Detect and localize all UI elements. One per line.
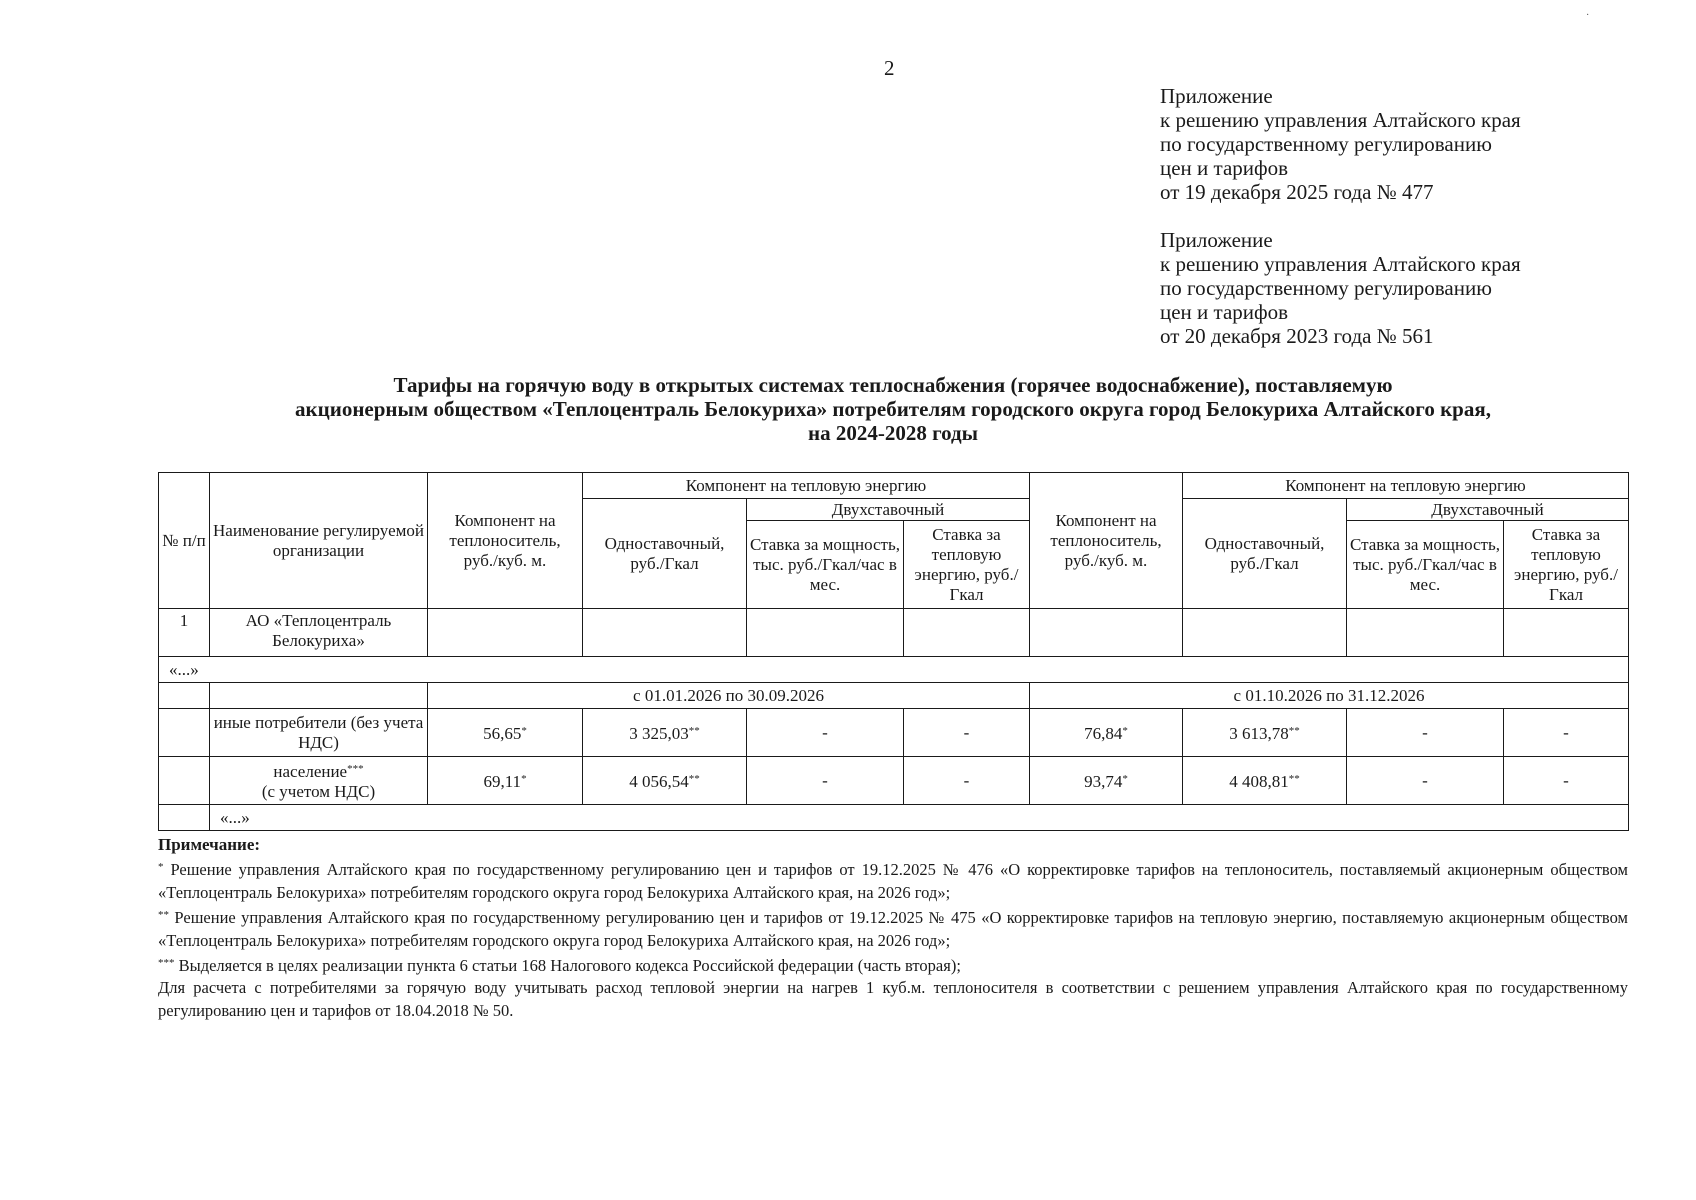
- empty-cell: [1030, 609, 1183, 657]
- value: 4 408,81: [1229, 772, 1289, 791]
- p1-carrier: [428, 757, 583, 805]
- footnote-mark: **: [1288, 725, 1300, 737]
- row-label-text: иные потребители (без учета НДС): [213, 712, 424, 752]
- scan-mark: ·: [1586, 10, 1590, 21]
- org-num: 1: [159, 609, 210, 657]
- period-1: с 01.01.2026 по 30.09.2026: [428, 683, 1030, 709]
- p2-energy: -: [1504, 709, 1629, 757]
- note-text: Решение управления Алтайского края по государственному регулированию цен и тарифов от 19.12.2025 № 475 «О корректировке тарифов на тепловую энергию, поставляемую акционерным обществом «Теплоцентраль Белокуриха» потребителям городского округа город Белокуриха Алтайского края, на 2026 год»;: [158, 908, 1628, 950]
- header-two-rate-1: Двухставочный: [747, 499, 1030, 521]
- appendix-previous: [1160, 228, 1521, 348]
- value: 3 613,78: [1229, 724, 1289, 743]
- value: 76,84: [1084, 724, 1123, 743]
- footnote-mark: **: [158, 909, 169, 922]
- row-label-text: население: [273, 762, 348, 781]
- header-carrier-2: Компонент на теплоноситель, руб./куб. м.: [1030, 473, 1183, 609]
- header-energy-1: Ставка за тепловую энергию, руб./Гкал: [904, 521, 1030, 609]
- empty-cell: [159, 683, 210, 709]
- period-2: с 01.10.2026 по 31.12.2026: [1030, 683, 1629, 709]
- header-heat-2: Компонент на тепловую энергию: [1183, 473, 1629, 499]
- footnote-mark: ***: [158, 957, 175, 970]
- p1-energy: -: [904, 709, 1030, 757]
- p2-single: [1183, 709, 1347, 757]
- empty-cell: [1347, 609, 1504, 657]
- value: 4 056,54: [629, 772, 689, 791]
- header-capacity-1: Ставка за мощность, тыс. руб./Гкал/час в мес.: [747, 521, 904, 609]
- value: 93,74: [1084, 772, 1123, 791]
- p1-energy: -: [904, 757, 1030, 805]
- header-two-rate-2: Двухставочный: [1347, 499, 1629, 521]
- appendix-line: к решению управления Алтайского края: [1160, 252, 1521, 276]
- appendix-line: по государственному регулированию: [1160, 132, 1492, 156]
- appendix-line: по государственному регулированию: [1160, 276, 1492, 300]
- ellipsis-row: «...»: [159, 657, 1629, 683]
- value: 56,65: [483, 724, 522, 743]
- footnote-mark: ***: [347, 763, 364, 775]
- header-single-2: Одноставочный, руб./Гкал: [1183, 499, 1347, 609]
- p2-capacity: -: [1347, 709, 1504, 757]
- value: 3 325,03: [629, 724, 689, 743]
- p2-carrier: [1030, 709, 1183, 757]
- value: 69,11: [483, 772, 522, 791]
- org-name: АО «Теплоцентраль Белокуриха»: [210, 609, 428, 657]
- note-item: [158, 856, 1628, 904]
- empty-cell: [1504, 609, 1629, 657]
- title-line: на 2024-2028 годы: [807, 421, 979, 445]
- p1-single: [583, 757, 747, 805]
- empty-cell: [1183, 609, 1347, 657]
- table-row: [159, 683, 1629, 709]
- empty-cell: [904, 609, 1030, 657]
- empty-cell: [159, 757, 210, 805]
- header-org: Наименование регулируемой организации: [210, 473, 428, 609]
- title-line: Тарифы на горячую воду в открытых системах теплоснабжения (горячее водоснабжение), поставляемую: [393, 373, 1393, 397]
- footnote-mark: *: [1122, 773, 1128, 785]
- appendix-line: цен и тарифов: [1160, 300, 1289, 324]
- empty-cell: [428, 609, 583, 657]
- footnote-mark: *: [158, 861, 164, 874]
- footnote-mark: **: [1288, 773, 1300, 785]
- note-item: [158, 904, 1628, 952]
- header-single-1: Одноставочный, руб./Гкал: [583, 499, 747, 609]
- table-row: [159, 805, 1629, 831]
- note-final: Для расчета с потребителями за горячую воду учитывать расход тепловой энергии на нагрев 1 куб.м. теплоносителя в соответствии с решением управления Алтайского края по государственному регулированию цен и тарифов от 18.04.2018 № 50.: [158, 978, 1628, 1020]
- p2-carrier: [1030, 757, 1183, 805]
- notes: [158, 834, 1628, 1022]
- header-heat-1: Компонент на тепловую энергию: [583, 473, 1030, 499]
- empty-cell: [210, 683, 428, 709]
- title-line: акционерным обществом «Теплоцентраль Белокуриха» потребителям городского округа город Белокуриха Алтайского края,: [295, 397, 1491, 421]
- appendix-line: от 20 декабря 2023 года № 561: [1160, 324, 1434, 348]
- p1-single: [583, 709, 747, 757]
- document-title: [158, 373, 1628, 445]
- appendix-line: от 19 декабря 2025 года № 477: [1160, 180, 1434, 204]
- empty-cell: [583, 609, 747, 657]
- empty-cell: [747, 609, 904, 657]
- header-carrier-1: Компонент на теплоноситель, руб./куб. м.: [428, 473, 583, 609]
- p2-single: [1183, 757, 1347, 805]
- table-row: [159, 757, 1629, 805]
- empty-cell: [159, 805, 210, 831]
- header-num: № п/п: [159, 473, 210, 609]
- ellipsis-row: «...»: [210, 805, 1629, 831]
- appendix-line: Приложение: [1160, 228, 1273, 252]
- note-item: [158, 952, 1628, 977]
- table-row: [159, 609, 1629, 657]
- page-number: 2: [884, 56, 895, 80]
- row-label: [210, 757, 428, 805]
- footnote-mark: **: [688, 725, 700, 737]
- p1-capacity: -: [747, 757, 904, 805]
- table-row: [159, 657, 1629, 683]
- p1-capacity: -: [747, 709, 904, 757]
- appendix-line: цен и тарифов: [1160, 156, 1289, 180]
- note-text: Выделяется в целях реализации пункта 6 статьи 168 Налогового кодекса Российской федерации (часть вторая);: [174, 956, 961, 976]
- p2-energy: -: [1504, 757, 1629, 805]
- appendix-line: к решению управления Алтайского края: [1160, 108, 1521, 132]
- header-capacity-2: Ставка за мощность, тыс. руб./Гкал/час в мес.: [1347, 521, 1504, 609]
- footnote-mark: *: [521, 773, 527, 785]
- note-text: Решение управления Алтайского края по государственному регулированию цен и тарифов от 19.12.2025 № 476 «О корректировке тарифов на теплоноситель, поставляемый акционерным обществом «Теплоцентраль Белокуриха» потребителям городского округа город Белокуриха Алтайского края, на 2026 год»;: [158, 860, 1628, 902]
- appendix-line: Приложение: [1160, 84, 1273, 108]
- tariffs-table: [158, 472, 1629, 831]
- row-label: [210, 709, 428, 757]
- footnote-mark: *: [521, 725, 527, 737]
- footnote-mark: *: [1122, 725, 1128, 737]
- appendix-current: [1160, 84, 1521, 204]
- row-label-text: (с учетом НДС): [261, 782, 376, 801]
- header-energy-2: Ставка за тепловую энергию, руб./Гкал: [1504, 521, 1629, 609]
- footnote-mark: **: [688, 773, 700, 785]
- empty-cell: [159, 709, 210, 757]
- table-row: [159, 709, 1629, 757]
- notes-heading: Примечание:: [158, 835, 261, 854]
- p2-capacity: -: [1347, 757, 1504, 805]
- p1-carrier: [428, 709, 583, 757]
